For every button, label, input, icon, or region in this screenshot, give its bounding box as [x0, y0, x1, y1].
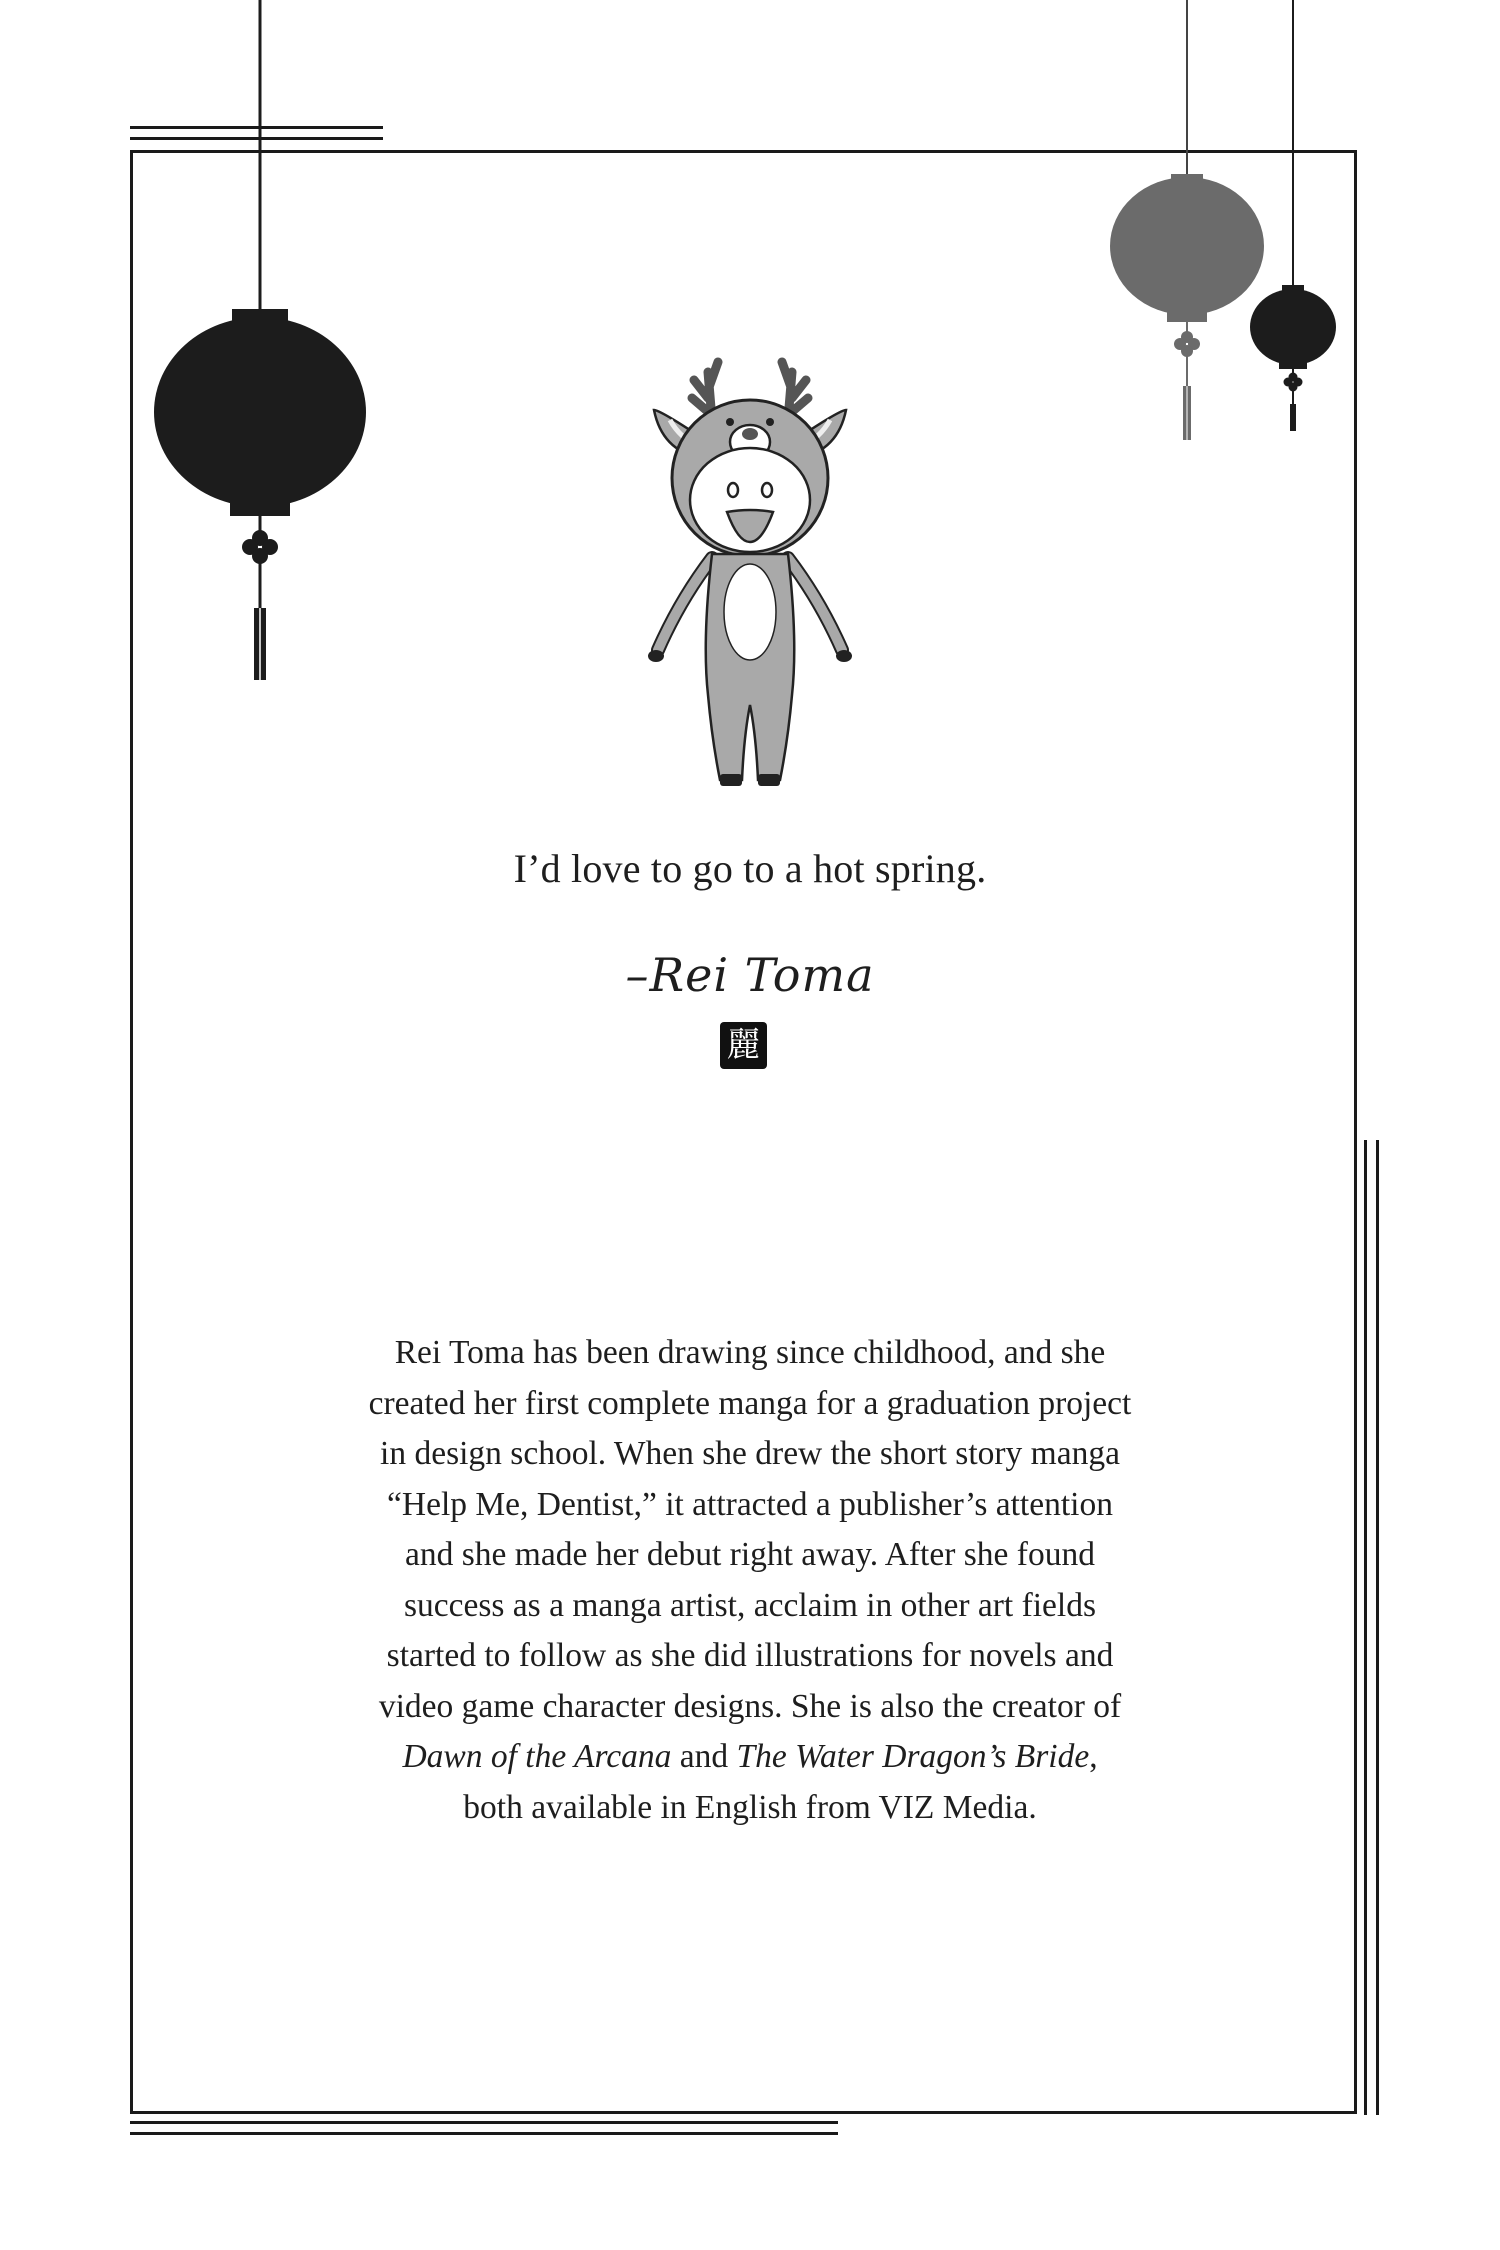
book-title-arcana: Dawn of the Arcana	[402, 1738, 672, 1775]
bio-line: Rei Toma has been drawing since childhood, and she	[394, 1334, 1106, 1371]
author-signature: –Rei Toma	[625, 948, 875, 1002]
lantern-small-icon	[1243, 0, 1343, 440]
bio-line: created her first complete manga for a graduation project	[368, 1384, 1132, 1422]
author-bio	[300, 1328, 1200, 1833]
author-quote: I’d love to go to a hot spring.	[513, 846, 987, 891]
deer-mascot-icon	[640, 350, 860, 800]
bio-line: video game character designs. She is also the creator of	[378, 1687, 1122, 1725]
bio-line: both available in English from VIZ Media.	[463, 1788, 1037, 1826]
bio-line: “Help Me, Dentist,” it attracted a publisher’s attention	[387, 1485, 1113, 1523]
bio-line: and she made her debut right away. After she found	[405, 1536, 1095, 1573]
right-rule	[1376, 1140, 1379, 2115]
lantern-large-icon	[150, 0, 370, 690]
bio-line: started to follow as she did illustrations for novels and	[386, 1637, 1114, 1674]
right-rule	[1364, 1140, 1367, 2115]
bio-punctuation: ,	[1089, 1738, 1098, 1775]
bottom-rule	[130, 2132, 838, 2135]
bio-conjunction: and	[671, 1738, 737, 1775]
bio-line: in design school. When she drew the short story manga	[380, 1435, 1120, 1472]
book-title-water-dragon: The Water Dragon’s Bride	[736, 1738, 1090, 1775]
bio-line	[300, 1732, 1200, 1783]
author-seal: 麗	[720, 1022, 767, 1069]
bio-line: success as a manga artist, acclaim in other art fields	[403, 1586, 1097, 1624]
bottom-rule	[130, 2121, 838, 2124]
